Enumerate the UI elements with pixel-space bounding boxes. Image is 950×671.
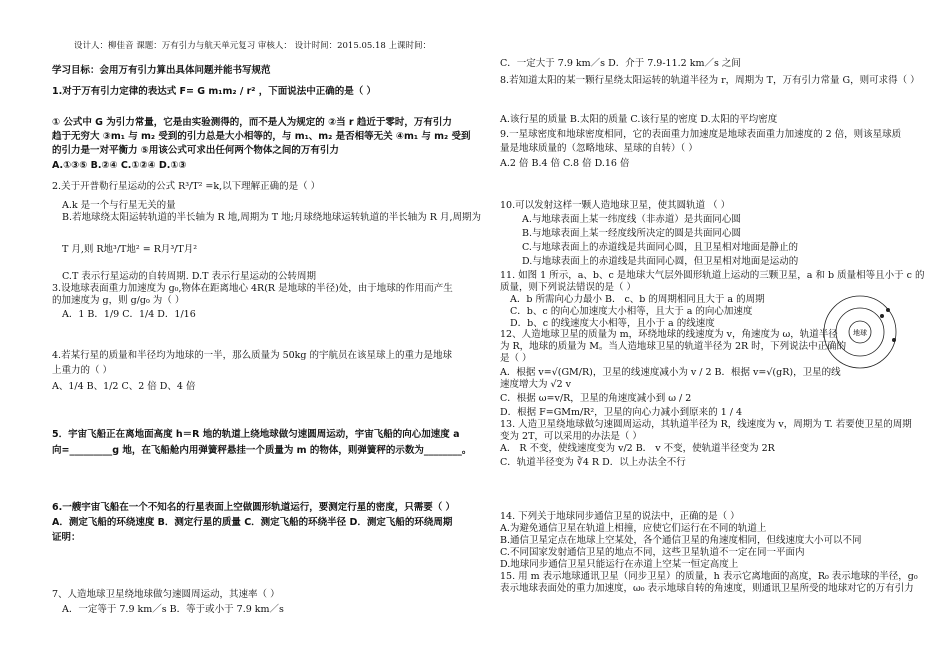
q12-option-c: C．根据 ω=v/R，卫星的角速度减小到 ω / 2 [500, 393, 692, 404]
q11-stem-line2: 质量，则下列说法错误的是（ ） [500, 282, 637, 293]
q1-stem: 1.对于万有引力定律的表达式 F= G m₁m₂ / r² ，下面说法中正确的是（ ） [52, 86, 377, 97]
q13-stem-line1: 13. 人造卫星绕地球做匀速圆周运动，其轨道半径为 R，线速度为 v，周期为 T. 若要使卫星的周期 [500, 419, 912, 430]
q13-stem-line2: 变为 2T，可以采用的办法是（ ） [500, 431, 642, 442]
q2-option-b-line2: T 月,则 R地³/T地² = R月³/T月² [62, 244, 198, 255]
document-header: 设计人：柳佳音 课题：万有引力与航天单元复习 审核人： 设计时间：2015.05.18 上课时间： [74, 41, 431, 51]
q2-option-b-line1: B.若地球绕太阳运转轨道的半长轴为 R 地,周期为 T 地;月球绕地球运转轨道的半长轴为 R 月,周期为 [62, 212, 482, 223]
q2-stem: 2.关于开普勒行星运动的公式 R³/T² =k,以下理解正确的是（ ） [52, 181, 321, 192]
q3-options: A．1 B．1/9 C．1/4 D．1/16 [62, 309, 196, 320]
q7-stem: 7、人造地球卫星绕地球做匀速圆周运动，其速率（ ） [52, 589, 280, 600]
q14-option-d: D.地球同步通信卫星只能运行在赤道上空某一恒定高度上 [500, 559, 739, 570]
q8-options: A.该行星的质量 B.太阳的质量 C.该行星的密度 D.太阳的平均密度 [500, 114, 778, 125]
q1-line2: 趋于无穷大 ③m₁ 与 m₂ 受到的引力总是大小相等的，与 m₁、m₂ 是否相等无关 ④m₁ 与 m₂ 受到 [52, 131, 471, 142]
q9-options: A.2 倍 B.4 倍 C.8 倍 D.16 倍 [500, 158, 630, 169]
q10-option-d: D.与地球表面上的赤道线是共面同心圆，但卫星相对地面是运动的 [522, 256, 799, 267]
q14-stem: 14. 下列关于地球同步通信卫星的说法中，正确的是（ ） [500, 511, 740, 522]
earth-label: 地球 [853, 329, 867, 337]
q10-stem: 10.可以发射这样一颗人造地球卫星，使其圆轨道 （ ） [500, 200, 731, 211]
q13-options-cd: C．轨道半径变为 ∛4 R D．以上办法全不行 [500, 457, 686, 468]
q11-stem-line1: 11. 如图 1 所示，a、b、c 是地球大气层外圆形轨道上运动的三颗卫星，a 和 b 质量相等且小于 c 的 [500, 270, 925, 281]
q13-options-ab: A． R 不变，使线速度变为 v/2 B． v 不变，使轨道半径变为 2R [500, 443, 775, 454]
q1-line3: 的引力是一对平衡力 ⑤用该公式可求出任何两个物体之间的万有引力 [52, 145, 339, 156]
q12-stem-line2: 为 R，地球的质量为 M。当人造地球卫星的轨道半径为 2R 时，下列说法中正确的 [500, 341, 847, 352]
q2-options-cd: C.T 表示行星运动的自转周期. D.T 表示行星运动的公转周期 [62, 271, 317, 282]
q4-stem-line2: 上重力的（ ） [52, 365, 113, 376]
q8-stem: 8.若知道太阳的某一颗行星绕太阳运转的轨道半径为 r，周期为 T，万有引力常量 G，则可求得（ ） [500, 75, 920, 86]
q12-option-ab: A．根据 v=√(GM/R)，卫星的线速度减小为 v / 2 B．根据 v=√(gR)，卫星的线 [500, 367, 841, 378]
q7-options-ab: A．一定等于 7.9 km／s B．等于或小于 7.9 km／s [62, 604, 284, 615]
q3-stem-line1: 3.设地球表面重力加速度为 g₀,物体在距离地心 4R(R 是地球的半径)处，由于地球的作用而产生 [52, 283, 453, 294]
q10-option-a: A.与地球表面上某一纬度线（非赤道）是共面同心圆 [522, 214, 741, 225]
q15-stem-line2: 表示地球表面处的重力加速度，ω₀ 表示地球自转的角速度，则通讯卫星所受的地球对它的万有引力 [500, 583, 914, 594]
learning-objective: 学习目标：会用万有引力算出具体问题并能书写规范 [52, 65, 271, 76]
q6-options: A．测定飞船的环绕速度 B．测定行星的质量 C．测定飞船的环绕半径 D．测定飞船的环绕周期 [52, 517, 453, 528]
q12-option-d: D．根据 F=GMm/R²，卫星的向心力减小到原来的 1 / 4 [500, 407, 743, 418]
q14-option-b: B.通信卫星定点在地球上空某处，各个通信卫星的角速度相同，但线速度大小可以不同 [500, 535, 862, 546]
q10-option-b: B.与地球表面上某一经度线所决定的圆是共面同心圆 [522, 228, 742, 239]
q15-stem-line1: 15. 用 m 表示地球通讯卫星（同步卫星）的质量，h 表示它离地面的高度，R₀ 表示地球的半径，g₀ [500, 571, 918, 582]
q5-stem-line1: 5．宇宙飞船正在离地面高度 h＝R 地的轨道上绕地球做匀速圆周运动，宇宙飞船的向心加速度 a [52, 429, 460, 440]
q12-stem-line3: 是（ ） [500, 353, 532, 364]
q11-option-a: A．b 所需向心力最小 B． c、b 的周期相同且大于 a 的周期 [510, 294, 765, 305]
q9-stem-line2: 量是地球质量的（忽略地球、星球的自转）（ ） [500, 143, 698, 154]
satellite-a [880, 314, 884, 318]
orbit-figure [822, 288, 906, 372]
satellite-c [892, 338, 896, 342]
q10-option-c: C.与地球表面上的赤道线是共面同心圆，且卫星相对地面是静止的 [522, 242, 798, 253]
q1-line1: ① 公式中 G 为引力常量，它是由实验测得的，而不是人为规定的 ②当 r 趋近于零时，万有引力 [52, 117, 452, 128]
q9-stem-line1: 9.一星球密度和地球密度相同，它的表面重力加速度是地球表面重力加速度的 2 倍，则该星球质 [500, 129, 902, 140]
q12-stem-line1: 12、人造地球卫星的质量为 m，环绕地球的线速度为 v，角速度为 ω，轨道半径 [500, 329, 838, 340]
q3-stem-line2: 的加速度为 g，则 g/g₀ 为（ ） [52, 295, 185, 306]
q11-option-c: C．b、c 的向心加速度大小相等，且大于 a 的向心加速度 [510, 306, 753, 317]
q14-option-c: C.不同国家发射通信卫星的地点不同，这些卫星轨道不一定在同一平面内 [500, 547, 805, 558]
q1-options: A.①③⑤ B.②④ C.①②④ D.①③ [52, 160, 187, 171]
q11-option-d: D．b、c 的线速度大小相等，且小于 a 的线速度 [510, 318, 715, 329]
q7-options-cd: C．一定大于 7.9 km／s D．介于 7.9-11.2 km／s 之间 [500, 58, 741, 69]
q4-options: A、1/4 B、1/2 C、2 倍 D、4 倍 [52, 381, 196, 392]
q5-stem-line2: 向=_________g 地，在飞船舱内用弹簧秤悬挂一个质量为 m 的物体，则弹簧秤的示数为________。 [52, 445, 472, 456]
satellite-b [886, 308, 890, 312]
q14-option-a: A.为避免通信卫星在轨道上相撞，应使它们运行在不同的轨道上 [500, 523, 767, 534]
q12-option-b-cont: 速度增大为 √2 v [500, 379, 572, 390]
q2-option-a: A.k 是一个与行星无关的量 [62, 200, 176, 211]
q4-stem-line1: 4.若某行星的质量和半径均为地球的一半，那么质量为 50kg 的宇航员在该星球上的重力是地球 [52, 350, 453, 361]
q6-stem: 6.一艘宇宙飞船在一个不知名的行星表面上空做圆形轨道运行，要测定行星的密度，只需要（ ） [52, 502, 456, 513]
q6-proof-label: 证明： [52, 532, 81, 543]
